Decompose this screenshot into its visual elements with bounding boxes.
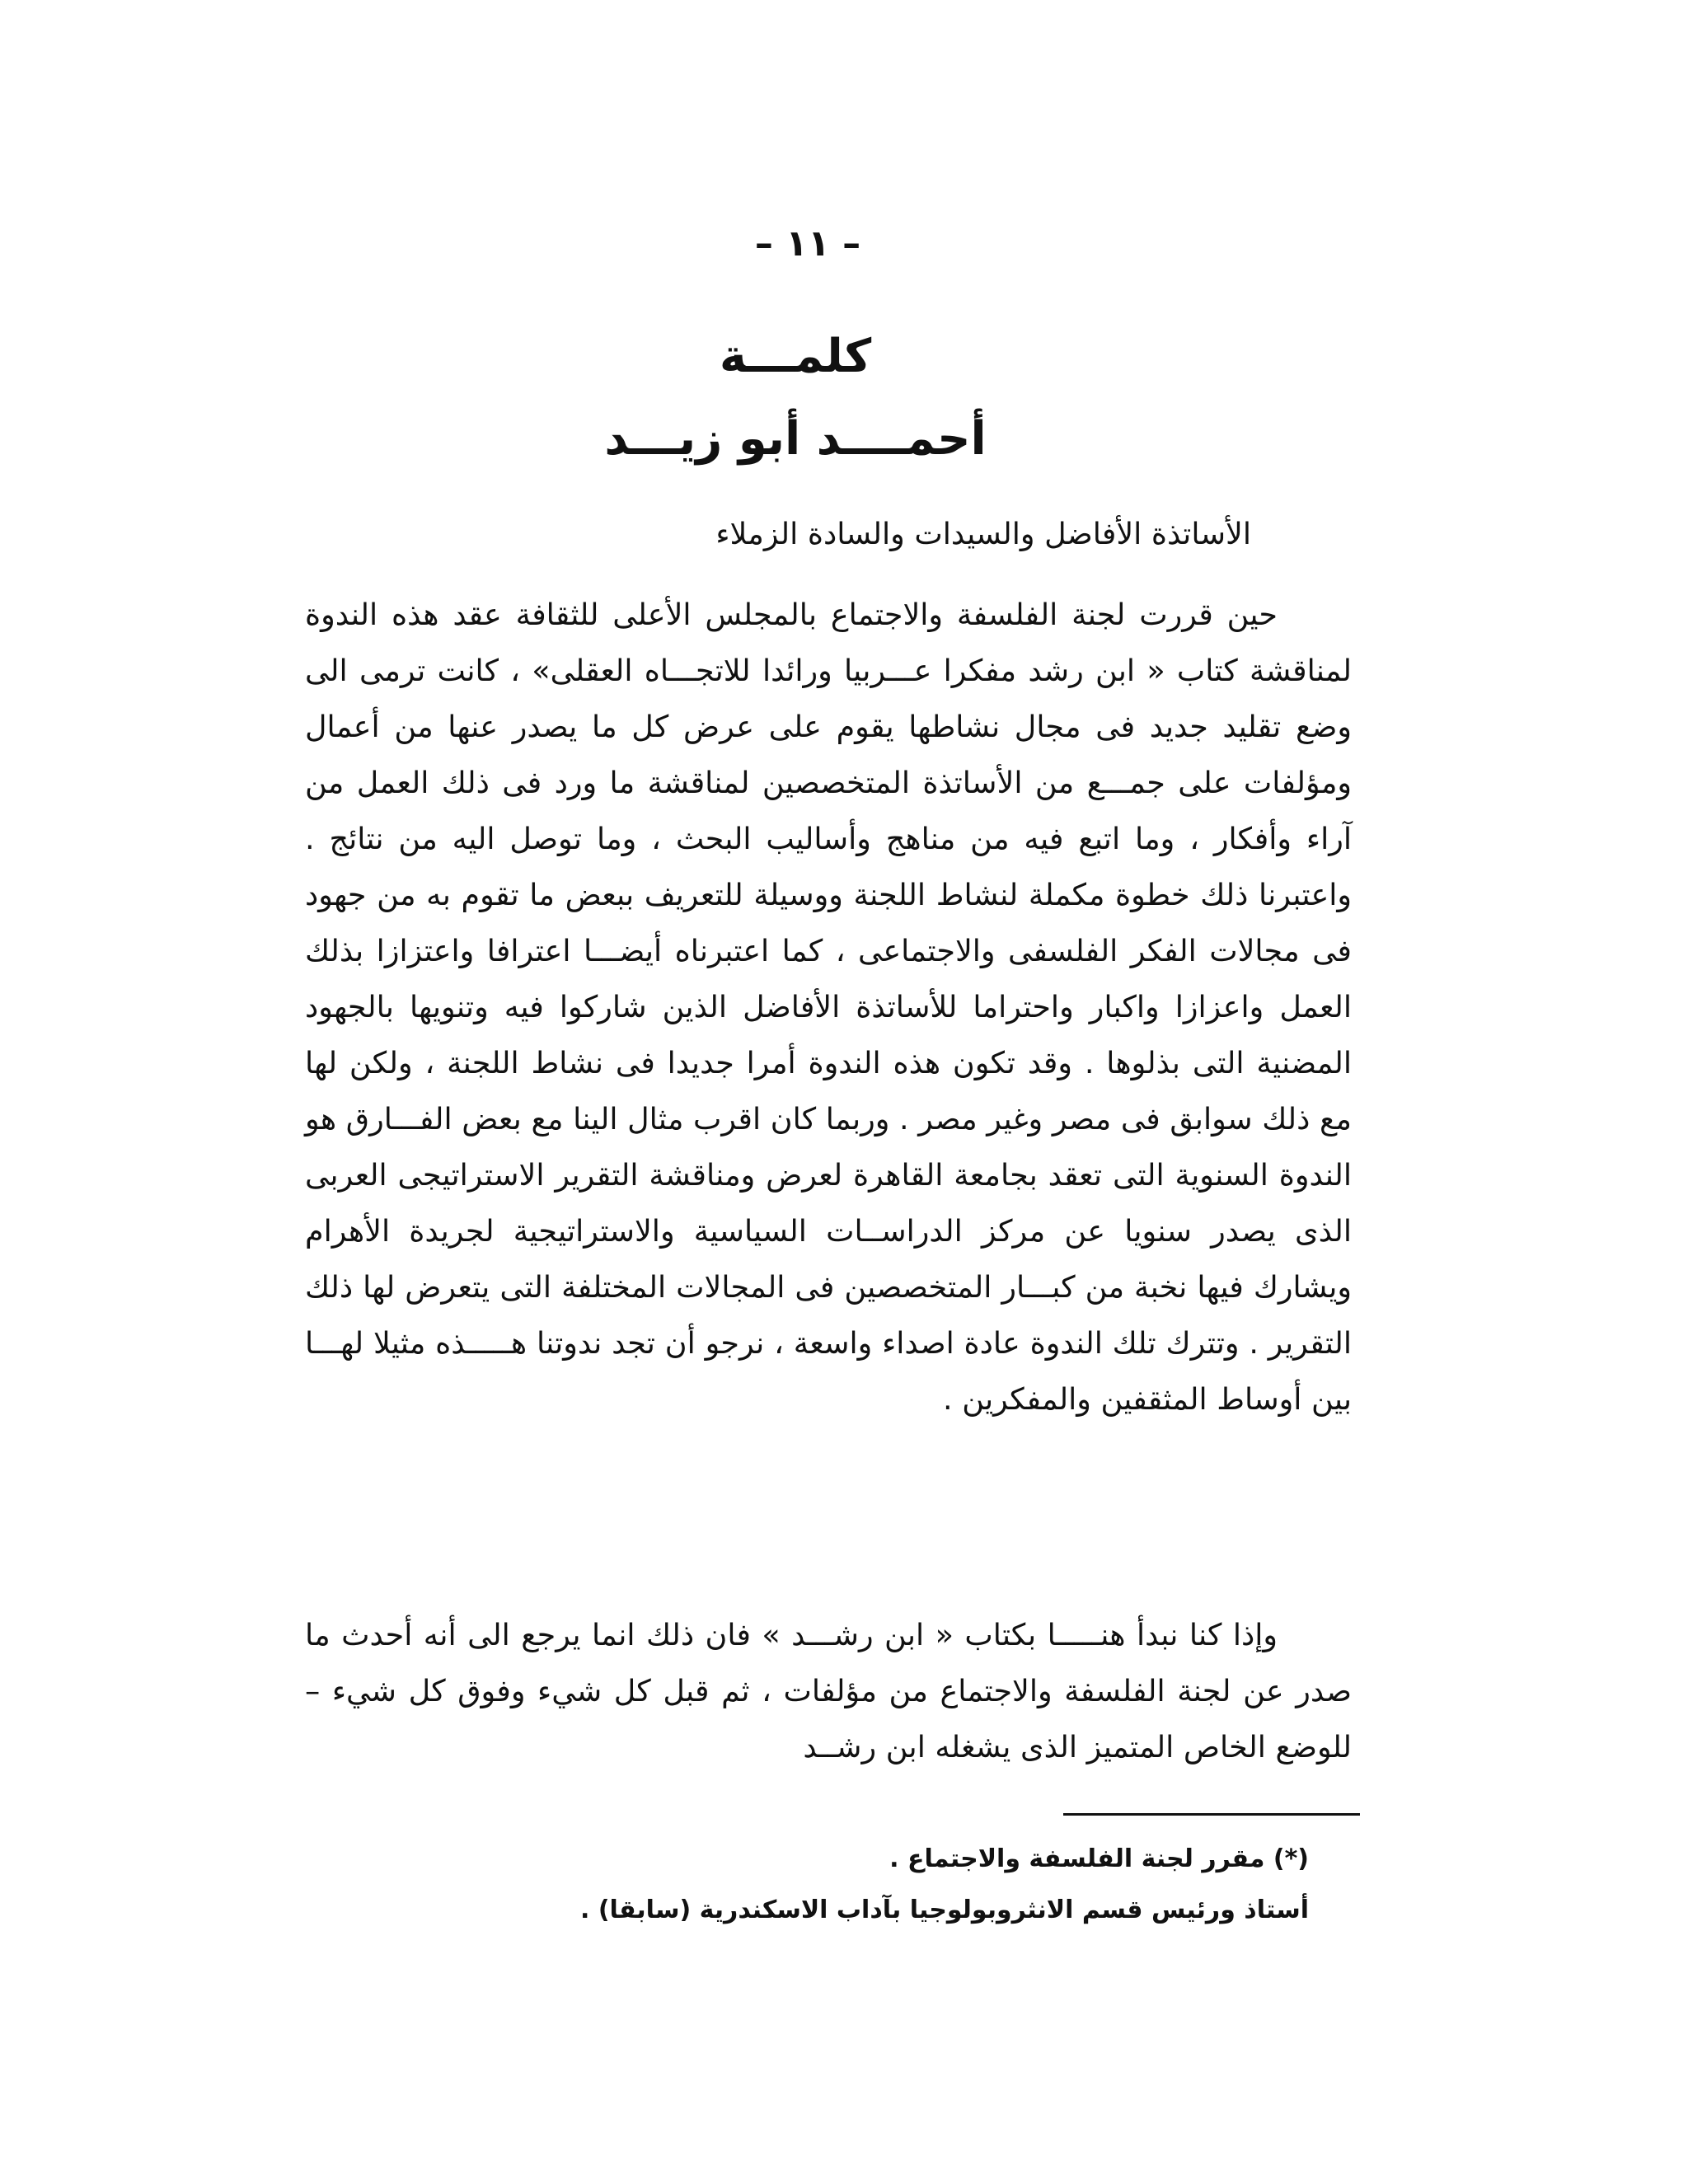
footnote-2: أستاذ ورئيس قسم الانثروبولوجيا بآداب الاسكندرية (سابقا) .: [580, 1896, 1309, 1924]
footnote-divider: [1063, 1813, 1360, 1816]
body-paragraph-2: [305, 1607, 1352, 1775]
body-paragraph-1: [305, 587, 1352, 1427]
paragraph-text: حين قررت لجنة الفلسفة والاجتماع بالمجلس الأعلى للثقافة عقد هذه الندوة لمناقشة كتاب « ابن رشد مفكرا عـــربيا ورائدا للاتجـــاه العقلى» ، كانت ترمى الى وضع تقليد جديد فى مجال نشاطها يقوم على عرض كل ما يصدر عنها من أعمال ومؤلفات على جمـــع من الأساتذة المتخصصين لمناقشة ما ورد فى ذلك العمل من آراء وأفكار ، وما اتبع فيه من مناهج وأساليب البحث ، وما توصل اليه من نتائج . واعتبرنا ذلك خطوة مكملة لنشاط اللجنة ووسيلة للتعريف ببعض ما تقوم به من جهود فى مجالات الفكر الفلسفى والاجتماعى ، كما اعتبرناه أيضـــا اعترافا واعتزازا بذلك العمل واعزازا واكبار واحتراما للأساتذة الأفاضل الذين شاركوا فيه وتنويها بالجهود المضنية التى بذلوها . وقد تكون هذه الندوة أمرا جديدا فى نشاط اللجنة ، ولكن لها مع ذلك سوابق فى مصر وغير مصر . وربما كان اقرب مثال الينا مع بعض الفـــارق هو الندوة السنوية التى تعقد بجامعة القاهرة لعرض ومناقشة التقرير الاستراتيجى العربى الذى يصدر سنويا عن مركز الدراســات السياسية والاستراتيجية لجريدة الأهرام ويشارك فيها نخبة من كبـــار المتخصصين فى المجالات المختلفة التى يتعرض لها ذلك التقرير . وتترك تلك الندوة عادة اصداء واسعة ، نرجو أن تجد ندوتنا هـــــذه مثيلا لهـــا بين أوساط المثقفين والمفكرين .: [305, 597, 1352, 1417]
author-name: أحمــــد أبو زيـــد: [604, 412, 987, 466]
section-title: كلمـــة: [719, 330, 872, 383]
salutation: الأساتذة الأفاضل والسيدات والسادة الزملاء: [715, 516, 1251, 551]
page-number: – ١١ –: [754, 223, 861, 265]
footnote-1: (*) مقرر لجنة الفلسفة والاجتماع .: [889, 1844, 1309, 1873]
paragraph-text: وإذا كنا نبدأ هنـــــا بكتاب « ابن رشـــد » فان ذلك انما يرجع الى أنه أحدث ما صدر عن لجنة الفلسفة والاجتماع من مؤلفات ، ثم قبل كل شيء وفوق كل شيء – للوضع الخاص المتميز الذى يشغله ابن رشــد: [305, 1617, 1352, 1765]
